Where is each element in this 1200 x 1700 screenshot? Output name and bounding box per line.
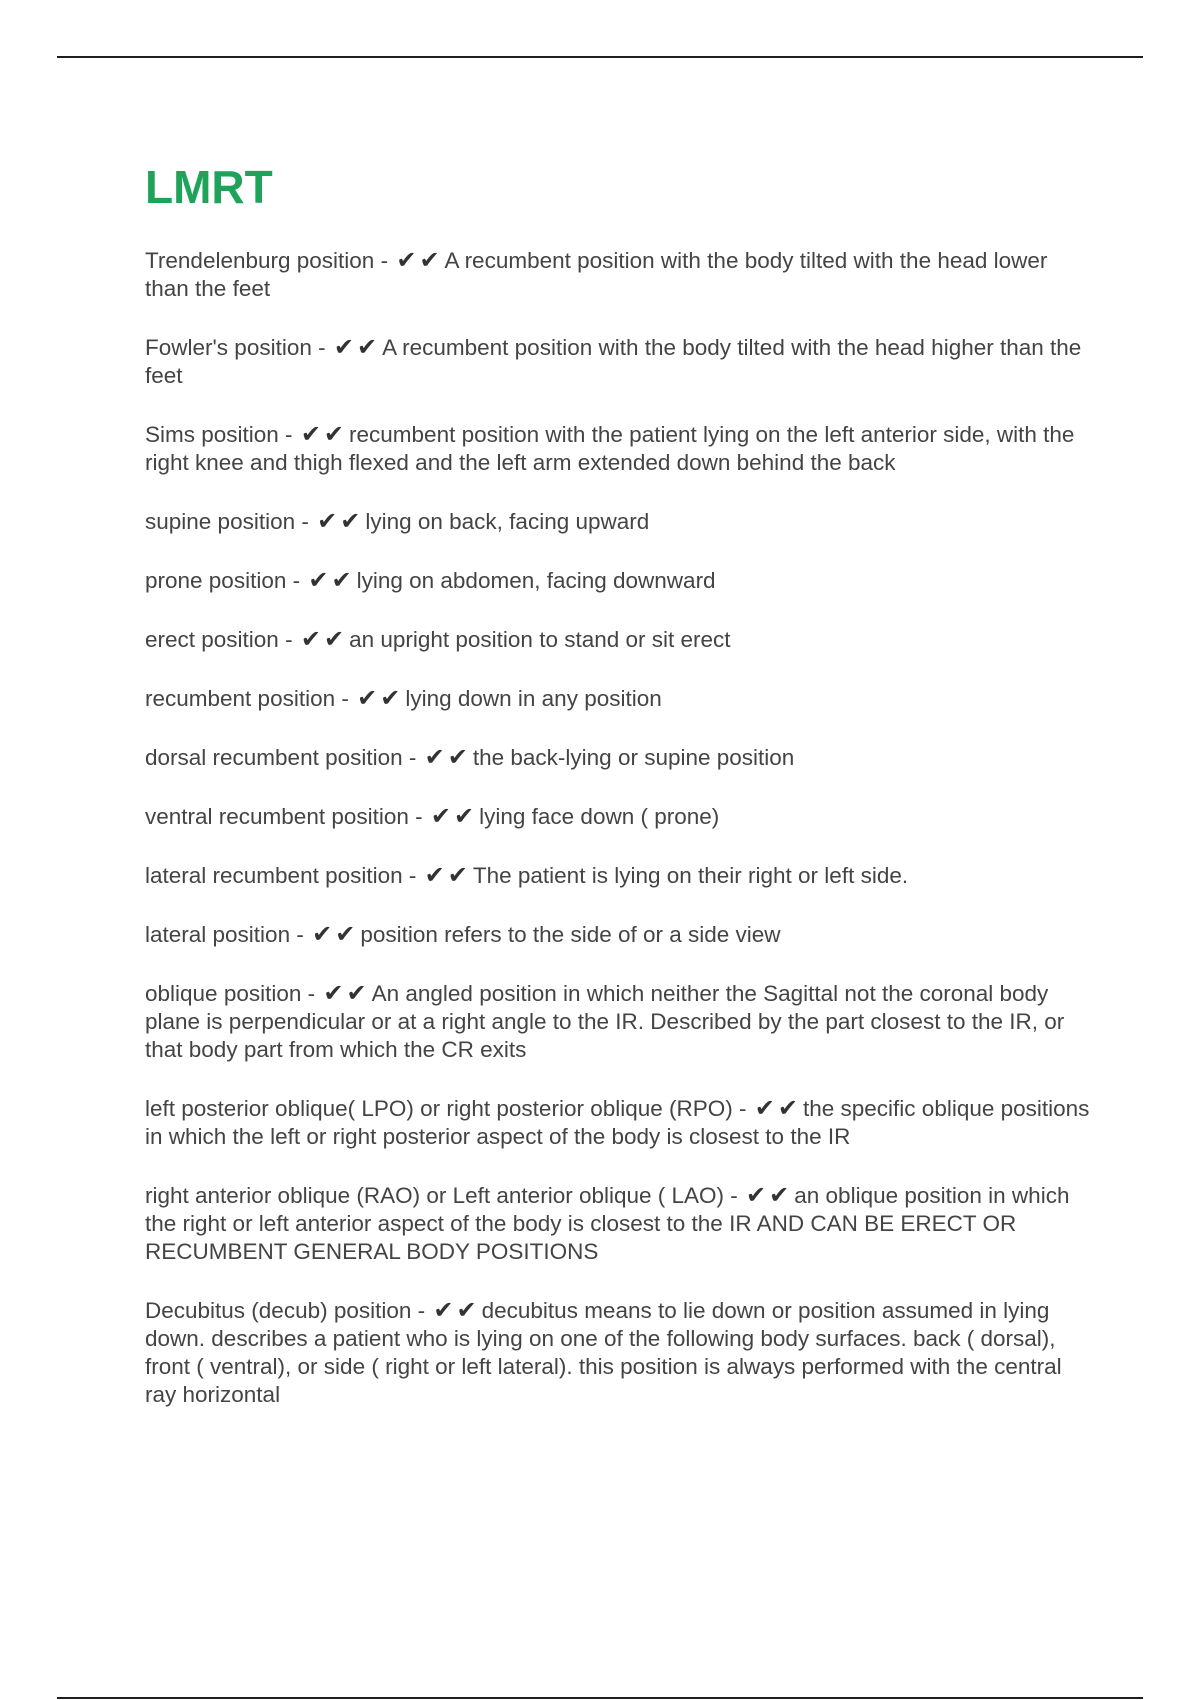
flashcard-list — [145, 247, 1095, 1440]
flashcard-entry — [145, 508, 1095, 536]
entry-term: Fowler's position - — [145, 335, 326, 360]
double-check-icon: ✔✔ — [396, 247, 443, 274]
flashcard-entry — [145, 685, 1095, 713]
entry-term: prone position - — [145, 568, 301, 593]
flashcard-entry — [145, 1095, 1095, 1151]
entry-definition: lying on abdomen, facing downward — [356, 568, 716, 593]
entry-definition: lying on back, facing upward — [365, 509, 650, 534]
entry-definition: A recumbent position with the body tilted with the head lower than the feet — [145, 248, 1048, 301]
double-check-icon: ✔✔ — [424, 744, 471, 771]
entry-definition: decubitus means to lie down or position assumed in lying down. describes a patient who is lying on one of the following body surfaces. back ( dorsal), front ( ventral), or side ( right or left lateral). this position is always performed with the central ray horizontal — [145, 1298, 1062, 1407]
flashcard-entry — [145, 1297, 1095, 1409]
entry-term: Decubitus (decub) position - — [145, 1298, 426, 1323]
entry-term: right anterior oblique (RAO) or Left anterior oblique ( LAO) - — [145, 1183, 738, 1208]
flashcard-entry — [145, 626, 1095, 654]
flashcard-entry — [145, 744, 1095, 772]
entry-definition: an upright position to stand or sit erect — [349, 627, 731, 652]
header-rule — [57, 56, 1143, 58]
double-check-icon: ✔✔ — [430, 803, 478, 830]
entry-definition: the back-lying or supine position — [472, 745, 795, 770]
entry-term: erect position - — [145, 627, 293, 652]
double-check-icon: ✔✔ — [357, 685, 404, 712]
double-check-icon: ✔✔ — [754, 1095, 801, 1122]
entry-definition: A recumbent position with the body tilted with the head higher than the feet — [145, 335, 1082, 388]
double-check-icon: ✔✔ — [312, 921, 359, 948]
flashcard-entry — [145, 1182, 1095, 1266]
entry-definition: an oblique position in which the right or left anterior aspect of the body is closest to the IR AND CAN BE ERECT OR RECUMBENT GENERAL BODY POSITIONS — [145, 1183, 1070, 1264]
document-title: LMRT — [145, 161, 273, 213]
double-check-icon: ✔✔ — [746, 1182, 793, 1209]
entry-definition: lying down in any position — [405, 686, 662, 711]
double-check-icon: ✔✔ — [424, 862, 471, 889]
double-check-icon: ✔✔ — [433, 1297, 480, 1324]
double-check-icon: ✔✔ — [333, 334, 381, 361]
entry-term: recumbent position - — [145, 686, 349, 711]
entry-definition: recumbent position with the patient lying on the left anterior side, with the right knee and thigh flexed and the left arm extended down behind the back — [145, 422, 1075, 475]
entry-definition: The patient is lying on their right or left side. — [472, 863, 909, 888]
flashcard-entry — [145, 980, 1095, 1064]
entry-definition: position refers to the side of or a side view — [360, 922, 781, 947]
double-check-icon: ✔✔ — [317, 508, 364, 535]
entry-term: lateral position - — [145, 922, 304, 947]
entry-term: dorsal recumbent position - — [145, 745, 417, 770]
double-check-icon: ✔✔ — [323, 980, 370, 1007]
entry-term: left posterior oblique( LPO) or right posterior oblique (RPO) - — [145, 1096, 747, 1121]
entry-term: Sims position - — [145, 422, 293, 447]
flashcard-entry — [145, 247, 1095, 303]
entry-term: supine position - — [145, 509, 309, 534]
entry-term: ventral recumbent position - — [145, 804, 423, 829]
entry-definition: lying face down ( prone) — [479, 804, 720, 829]
double-check-icon: ✔✔ — [308, 567, 355, 594]
entry-definition: An angled position in which neither the Sagittal not the coronal body plane is perpendicular or at a right angle to the IR. Described by the part closest to the IR, or that body part from which the CR exits — [145, 981, 1065, 1062]
flashcard-entry — [145, 803, 1095, 831]
entry-term: Trendelenburg position - — [145, 248, 389, 273]
entry-term: oblique position - — [145, 981, 316, 1006]
double-check-icon: ✔✔ — [300, 626, 348, 653]
footer-rule — [57, 1697, 1143, 1699]
flashcard-entry — [145, 334, 1095, 390]
entry-definition: the specific oblique positions in which the left or right posterior aspect of the body is closest to the IR — [145, 1096, 1090, 1149]
flashcard-entry — [145, 862, 1095, 890]
flashcard-entry — [145, 421, 1095, 477]
flashcard-entry — [145, 567, 1095, 595]
flashcard-entry — [145, 921, 1095, 949]
double-check-icon: ✔✔ — [300, 421, 348, 448]
entry-term: lateral recumbent position - — [145, 863, 417, 888]
